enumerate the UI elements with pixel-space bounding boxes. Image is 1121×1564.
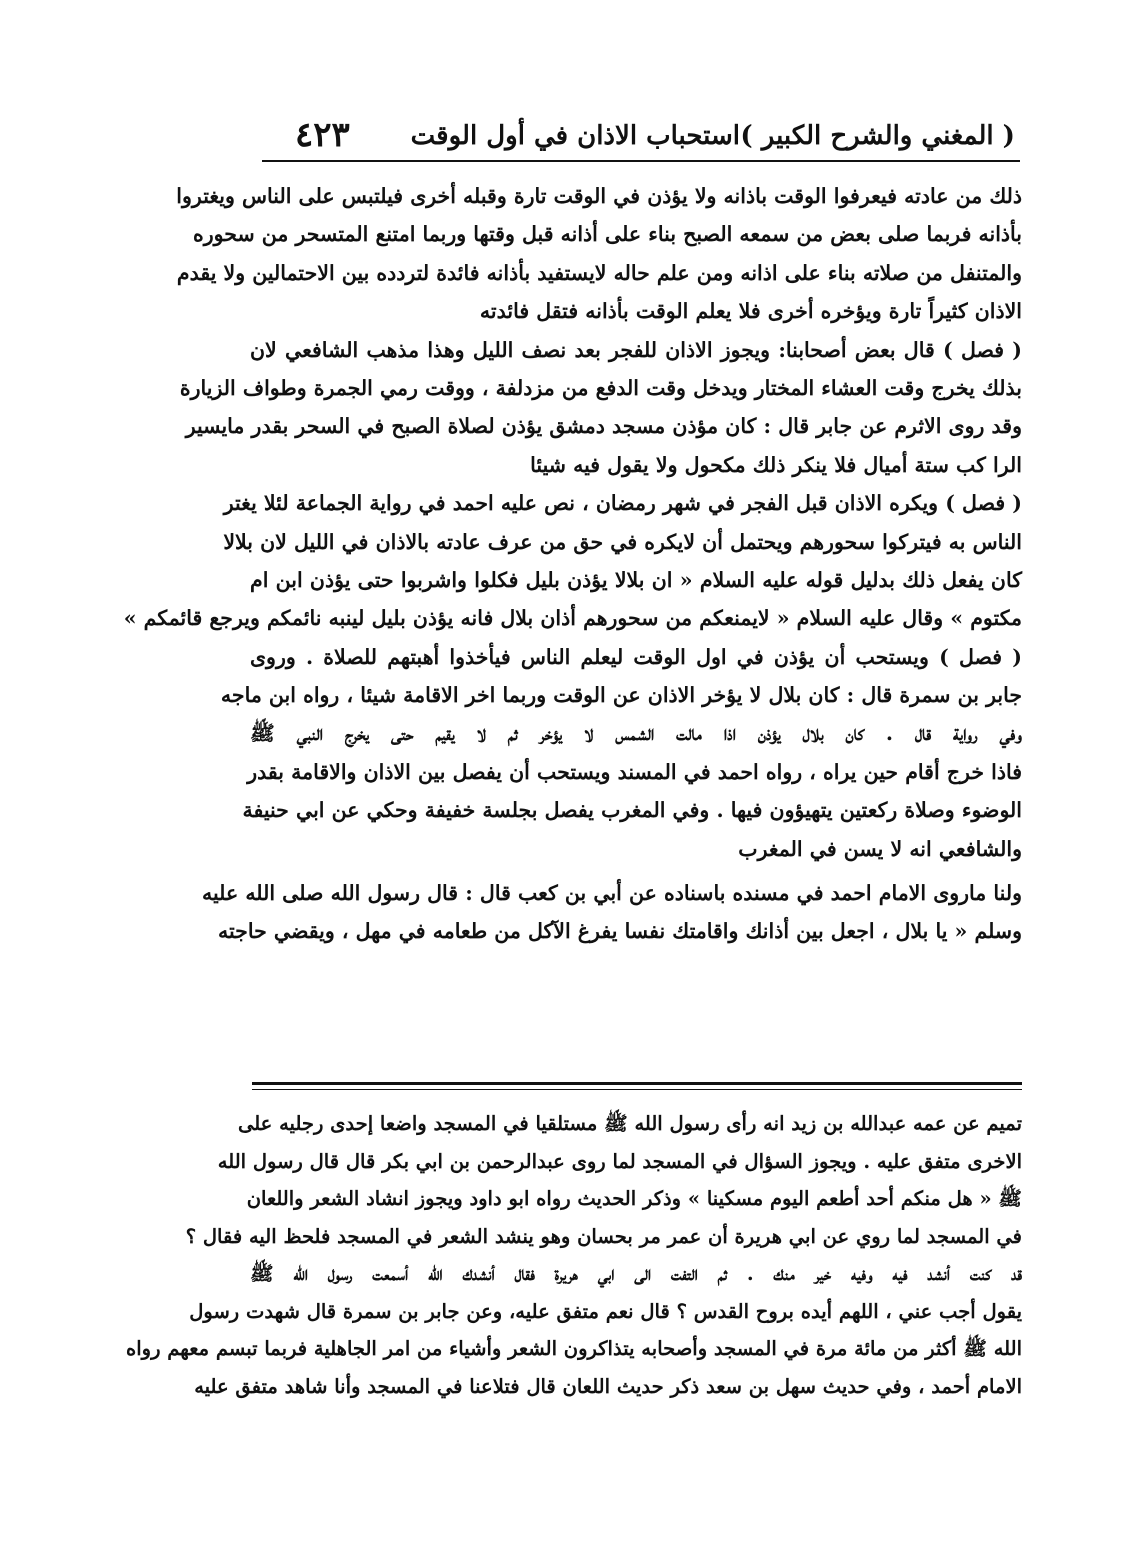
text-line: الاذان كثيراً تارة ويؤخره أخرى فلا يعلم الوقت بأذانه فتقل فائدته (479, 299, 1022, 324)
footnote-divider-top (252, 1082, 1022, 1085)
text-line: ( فصل ) ويستحب أن يؤذن في اول الوقت ليعلم الناس فيأخذوا أهبتهم للصلاة . وروى (250, 644, 1022, 669)
page-header (255, 115, 1015, 161)
main-text (123, 177, 1022, 951)
text-line: والمتنفل من صلاته بناء على اذانه ومن علم حاله لايستفيد بأذانه فائدة لتردده بين الاحتمالين ولا يقدم (176, 260, 1022, 285)
text-line: ( فصل ) قال بعض أصحابنا: ويجوز الاذان للفجر بعد نصف الليل وهذا مذهب الشافعي لان (250, 337, 1022, 362)
text-line: ولنا ماروى الامام احمد في مسنده باسناده عن أبي بن كعب قال : قال رسول الله صلى الله عليه (201, 881, 1022, 906)
header-rule (262, 160, 1020, 162)
footnote-line: الامام أحمد ، وفي حديث سهل بن سعد ذكر حديث اللعان قال فتلاعنا في المسجد وأنا شاهد متفق عليه (194, 1374, 1022, 1398)
text-line: الناس به فيتركوا سحورهم ويحتمل أن لايكره في حق من عرف عادته بالاذان في الليل لان بلالا (223, 529, 1022, 554)
text-line: كان يفعل ذلك بدليل قوله عليه السلام « ان بلالا يؤذن بليل فكلوا واشربوا حتى يؤذن ابن ام (250, 567, 1022, 592)
text-line: بأذانه فربما صلى بعض من سمعه الصبح بناء على أذانه قبل وقتها وربما امتنع المتسحر من سحوره (193, 222, 1022, 247)
text-line: الرا كب ستة أميال فلا ينكر ذلك مكحول ولا يقول فيه شيئا (530, 452, 1022, 477)
footnote-line: الله ﷺ أكثر من مائة مرة في المسجد وأصحابه يتذاكرون الشعر وأشياء من امر الجاهلية فربما تبسم معهم رواه (126, 1337, 1022, 1360)
text-line: الوضوء وصلاة ركعتين يتهيؤون فيها . وفي المغرب يفصل بجلسة خفيفة وحكي عن ابي حنيفة (242, 798, 1022, 823)
footnote-line: يقول أجب عني ، اللهم أيده بروح القدس ؟ قال نعم متفق عليه، وعن جابر بن سمرة قال شهدت رسول (189, 1299, 1022, 1323)
text-line: وسلم « يا بلال ، اجعل بين أذانك واقامتك نفسا يفرغ الآكل من طعامه في مهل ، ويقضي حاجته (217, 919, 1022, 944)
text-line: ( فصل ) ويكره الاذان قبل الفجر في شهر رمضان ، نص عليه احمد في رواية الجماعة لئلا يغتر (223, 491, 1022, 516)
footnote-line: قد كنت أنشد فيه وفيه خير منك . ثم التفت الى ابي هريرة فقال أنشدك الله أسمعت رسول الله ﷺ (250, 1262, 1022, 1285)
footnote-line: في المسجد لما روي عن ابي هريرة أن عمر مر بحسان وهو ينشد الشعر في المسجد فلحظ اليه فقال ؟ (185, 1224, 1022, 1248)
text-line: فاذا خرج أقام حين يراه ، رواه احمد في المسند ويستحب أن يفصل بين الاذان والاقامة بقدر (247, 759, 1022, 784)
text-line: وقد روى الاثرم عن جابر قال : كان مؤذن مسجد دمشق يؤذن لصلاة الصبح في السحر بقدر مايسير (185, 414, 1022, 439)
text-line: بذلك يخرج وقت العشاء المختار ويدخل وقت الدفع من مزدلفة ، ووقت رمي الجمرة وطواف الزيارة (179, 375, 1022, 400)
text-line: مكتوم » وقال عليه السلام « لايمنعكم من سحورهم أذان بلال فانه يؤذن بليل لينبه نائمكم ويرجع قائمكم » (123, 606, 1022, 631)
text-line: وفي رواية قال . كان بلال يؤذن اذا مالت الشمس لا يؤخر ثم لا يقيم حتى يخرج النبي ﷺ (250, 721, 1022, 746)
book-title: ( المغني والشرح الكبير ) (740, 121, 1015, 151)
footnote-line: تميم عن عمه عبدالله بن زيد انه رأى رسول الله ﷺ مستلقيا في المسجد واضعا إحدى رجليه على (237, 1112, 1022, 1135)
section-title: استحباب الاذان في أول الوقت (410, 121, 740, 151)
footnote-divider-bottom (252, 1089, 1022, 1090)
text-line: والشافعي انه لا يسن في المغرب (738, 836, 1022, 861)
footnote-line: ﷺ « هل منكم أحد أطعم اليوم مسكينا » وذكر الحديث رواه ابو داود ويجوز انشاد الشعر واللعان (246, 1187, 1022, 1210)
text-line: ذلك من عادته فيعرفوا الوقت باذانه ولا يؤذن في الوقت تارة وقبله أخرى فيلتبس على الناس ويغتروا (176, 184, 1022, 208)
page-number: ٤٢٣ (295, 115, 350, 155)
footnote-text (126, 1105, 1022, 1405)
footnote-line: الاخرى متفق عليه . ويجوز السؤال في المسجد لما روى عبدالرحمن بن ابي بكر قال قال رسول الله (217, 1149, 1022, 1173)
text-line: جابر بن سمرة قال : كان بلال لا يؤخر الاذان عن الوقت وربما اخر الاقامة شيئا ، رواه ابن ماجه (220, 683, 1022, 708)
